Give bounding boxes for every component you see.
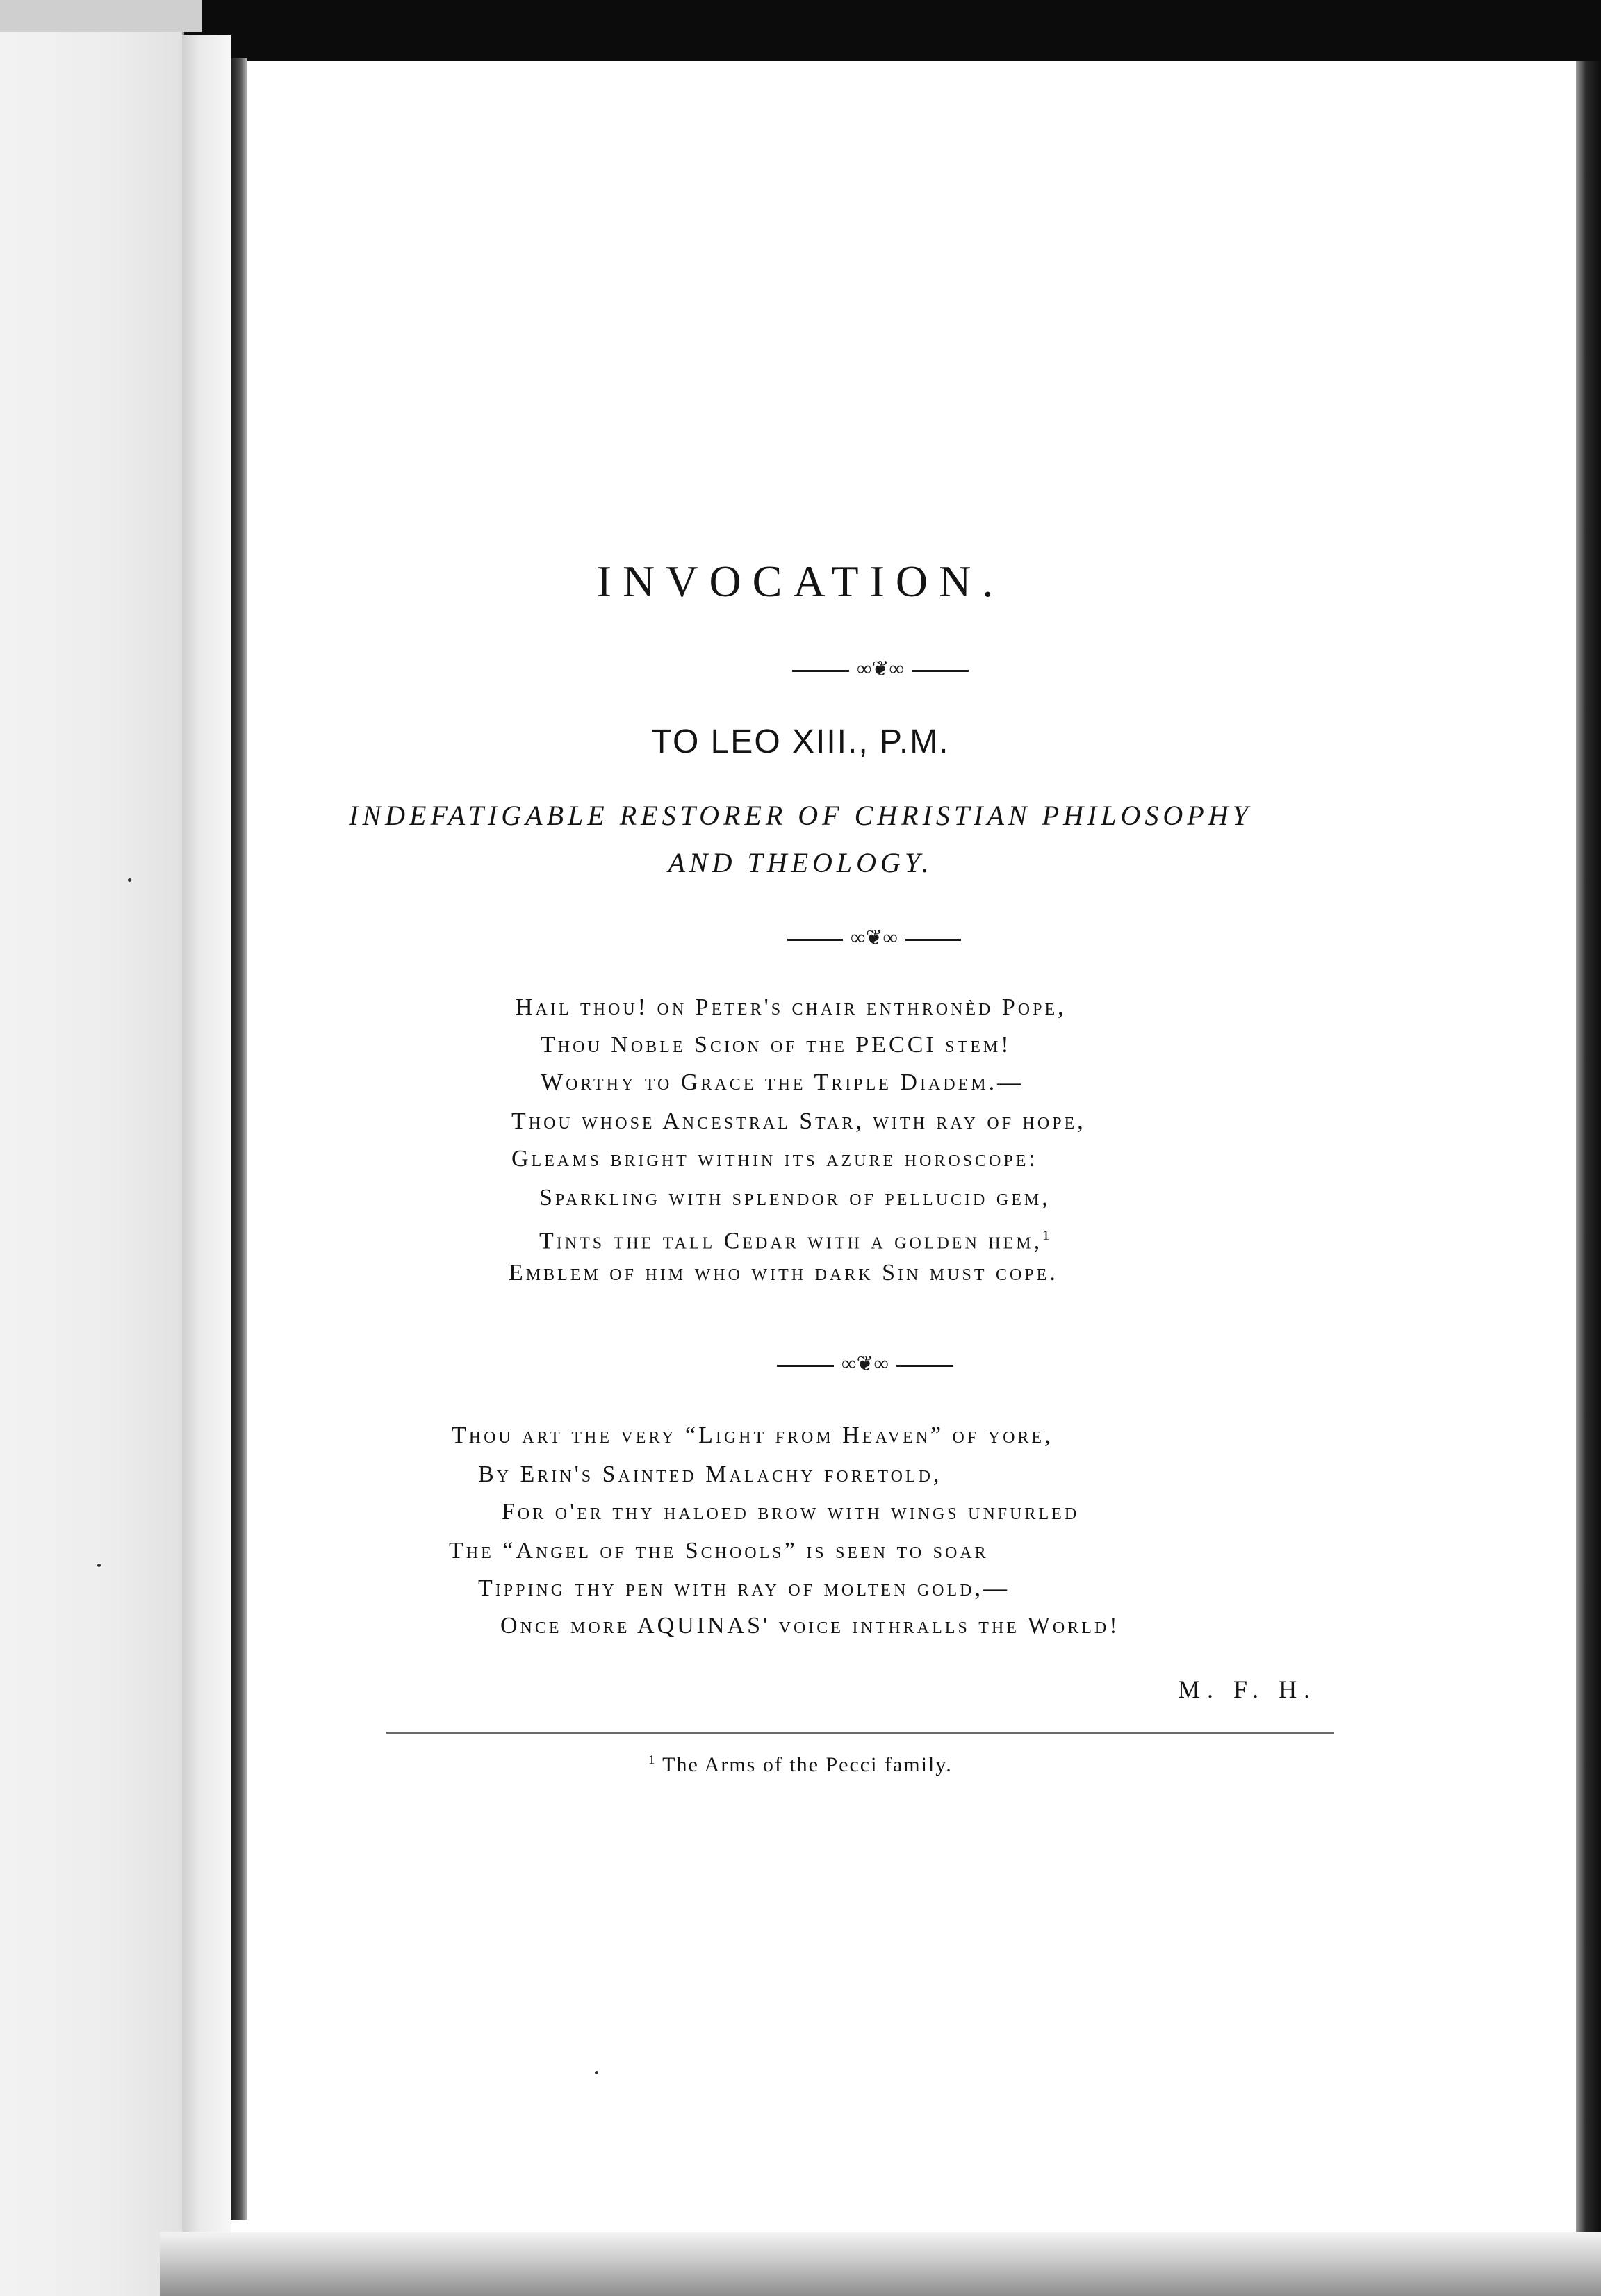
dedication-heading: TO LEO XIII., P.M. bbox=[651, 723, 950, 760]
stanza-1-line-7 bbox=[539, 1220, 1052, 1256]
scanner-right-edge bbox=[1576, 61, 1601, 2296]
footnote-marker-ref: 1 bbox=[1042, 1228, 1053, 1243]
footnote-marker: 1 bbox=[648, 1753, 657, 1766]
page-title: INVOCATION. bbox=[596, 557, 1005, 606]
ornament-divider-1 bbox=[792, 657, 969, 680]
dedication-subtitle-line-1: INDEFATIGABLE RESTORER OF CHRISTIAN PHILOSOPHY bbox=[349, 800, 1252, 831]
ornament-divider-3 bbox=[777, 1352, 953, 1375]
stanza-1-line-3: Worthy to Grace the Triple Diadem.— bbox=[541, 1069, 1024, 1095]
stanza-1-line-6: Sparkling with splendor of pellucid gem, bbox=[539, 1185, 1051, 1211]
stanza-2-line-1: Thou art the very “Light from Heaven” of yore, bbox=[452, 1422, 1053, 1448]
stanza-1-line-2: Thou Noble Scion of the PECCI stem! bbox=[541, 1032, 1012, 1058]
stanza-2-line-2: By Erin's Sainted Malachy foretold, bbox=[478, 1461, 942, 1487]
footnote bbox=[0, 1753, 1601, 1777]
facing-page-gutter bbox=[182, 35, 231, 2245]
page-bottom-edge bbox=[160, 2232, 1601, 2296]
scanner-top-band bbox=[0, 0, 1601, 61]
stanza-1-line-8: Emblem of him who with dark Sin must cope. bbox=[509, 1260, 1058, 1286]
facing-page-edge bbox=[0, 32, 184, 2296]
scan-speck bbox=[595, 2071, 598, 2074]
stanza-1-line-4: Thou whose Ancestral Star, with ray of hope, bbox=[511, 1108, 1086, 1134]
stanza-2-line-4: The “Angel of the Schools” is seen to soar bbox=[449, 1538, 989, 1564]
scanner-top-left-edge bbox=[0, 0, 202, 32]
book-spine-shadow bbox=[231, 58, 247, 2220]
dedication-subtitle-line-2: AND THEOLOGY. bbox=[668, 847, 933, 878]
stanza-1-line-5: Gleams bright within its azure horoscope: bbox=[511, 1146, 1038, 1172]
ornament-flourish-icon: ∞❦∞ bbox=[851, 926, 898, 949]
scan-speck bbox=[97, 1564, 101, 1567]
ornament-divider-2 bbox=[787, 926, 961, 949]
stanza-2-line-6: Once more AQUINAS' voice inthralls the World! bbox=[500, 1613, 1120, 1639]
author-initials: M. F. H. bbox=[1178, 1675, 1317, 1703]
scan-speck bbox=[128, 878, 131, 882]
stanza-2-line-5: Tipping thy pen with ray of molten gold,— bbox=[478, 1575, 1010, 1601]
ornament-flourish-icon: ∞❦∞ bbox=[857, 657, 904, 680]
footnote-divider bbox=[386, 1732, 1334, 1734]
stanza-1-line-7-text: Tints the tall Cedar with a golden hem, bbox=[539, 1228, 1043, 1254]
stanza-1-line-1: Hail thou! on Peter's chair enthronèd Pope, bbox=[516, 994, 1067, 1020]
footnote-text: The Arms of the Pecci family. bbox=[662, 1753, 953, 1776]
stanza-2-line-3: For o'er thy haloed brow with wings unfurled bbox=[502, 1499, 1080, 1525]
ornament-flourish-icon: ∞❦∞ bbox=[841, 1352, 889, 1375]
